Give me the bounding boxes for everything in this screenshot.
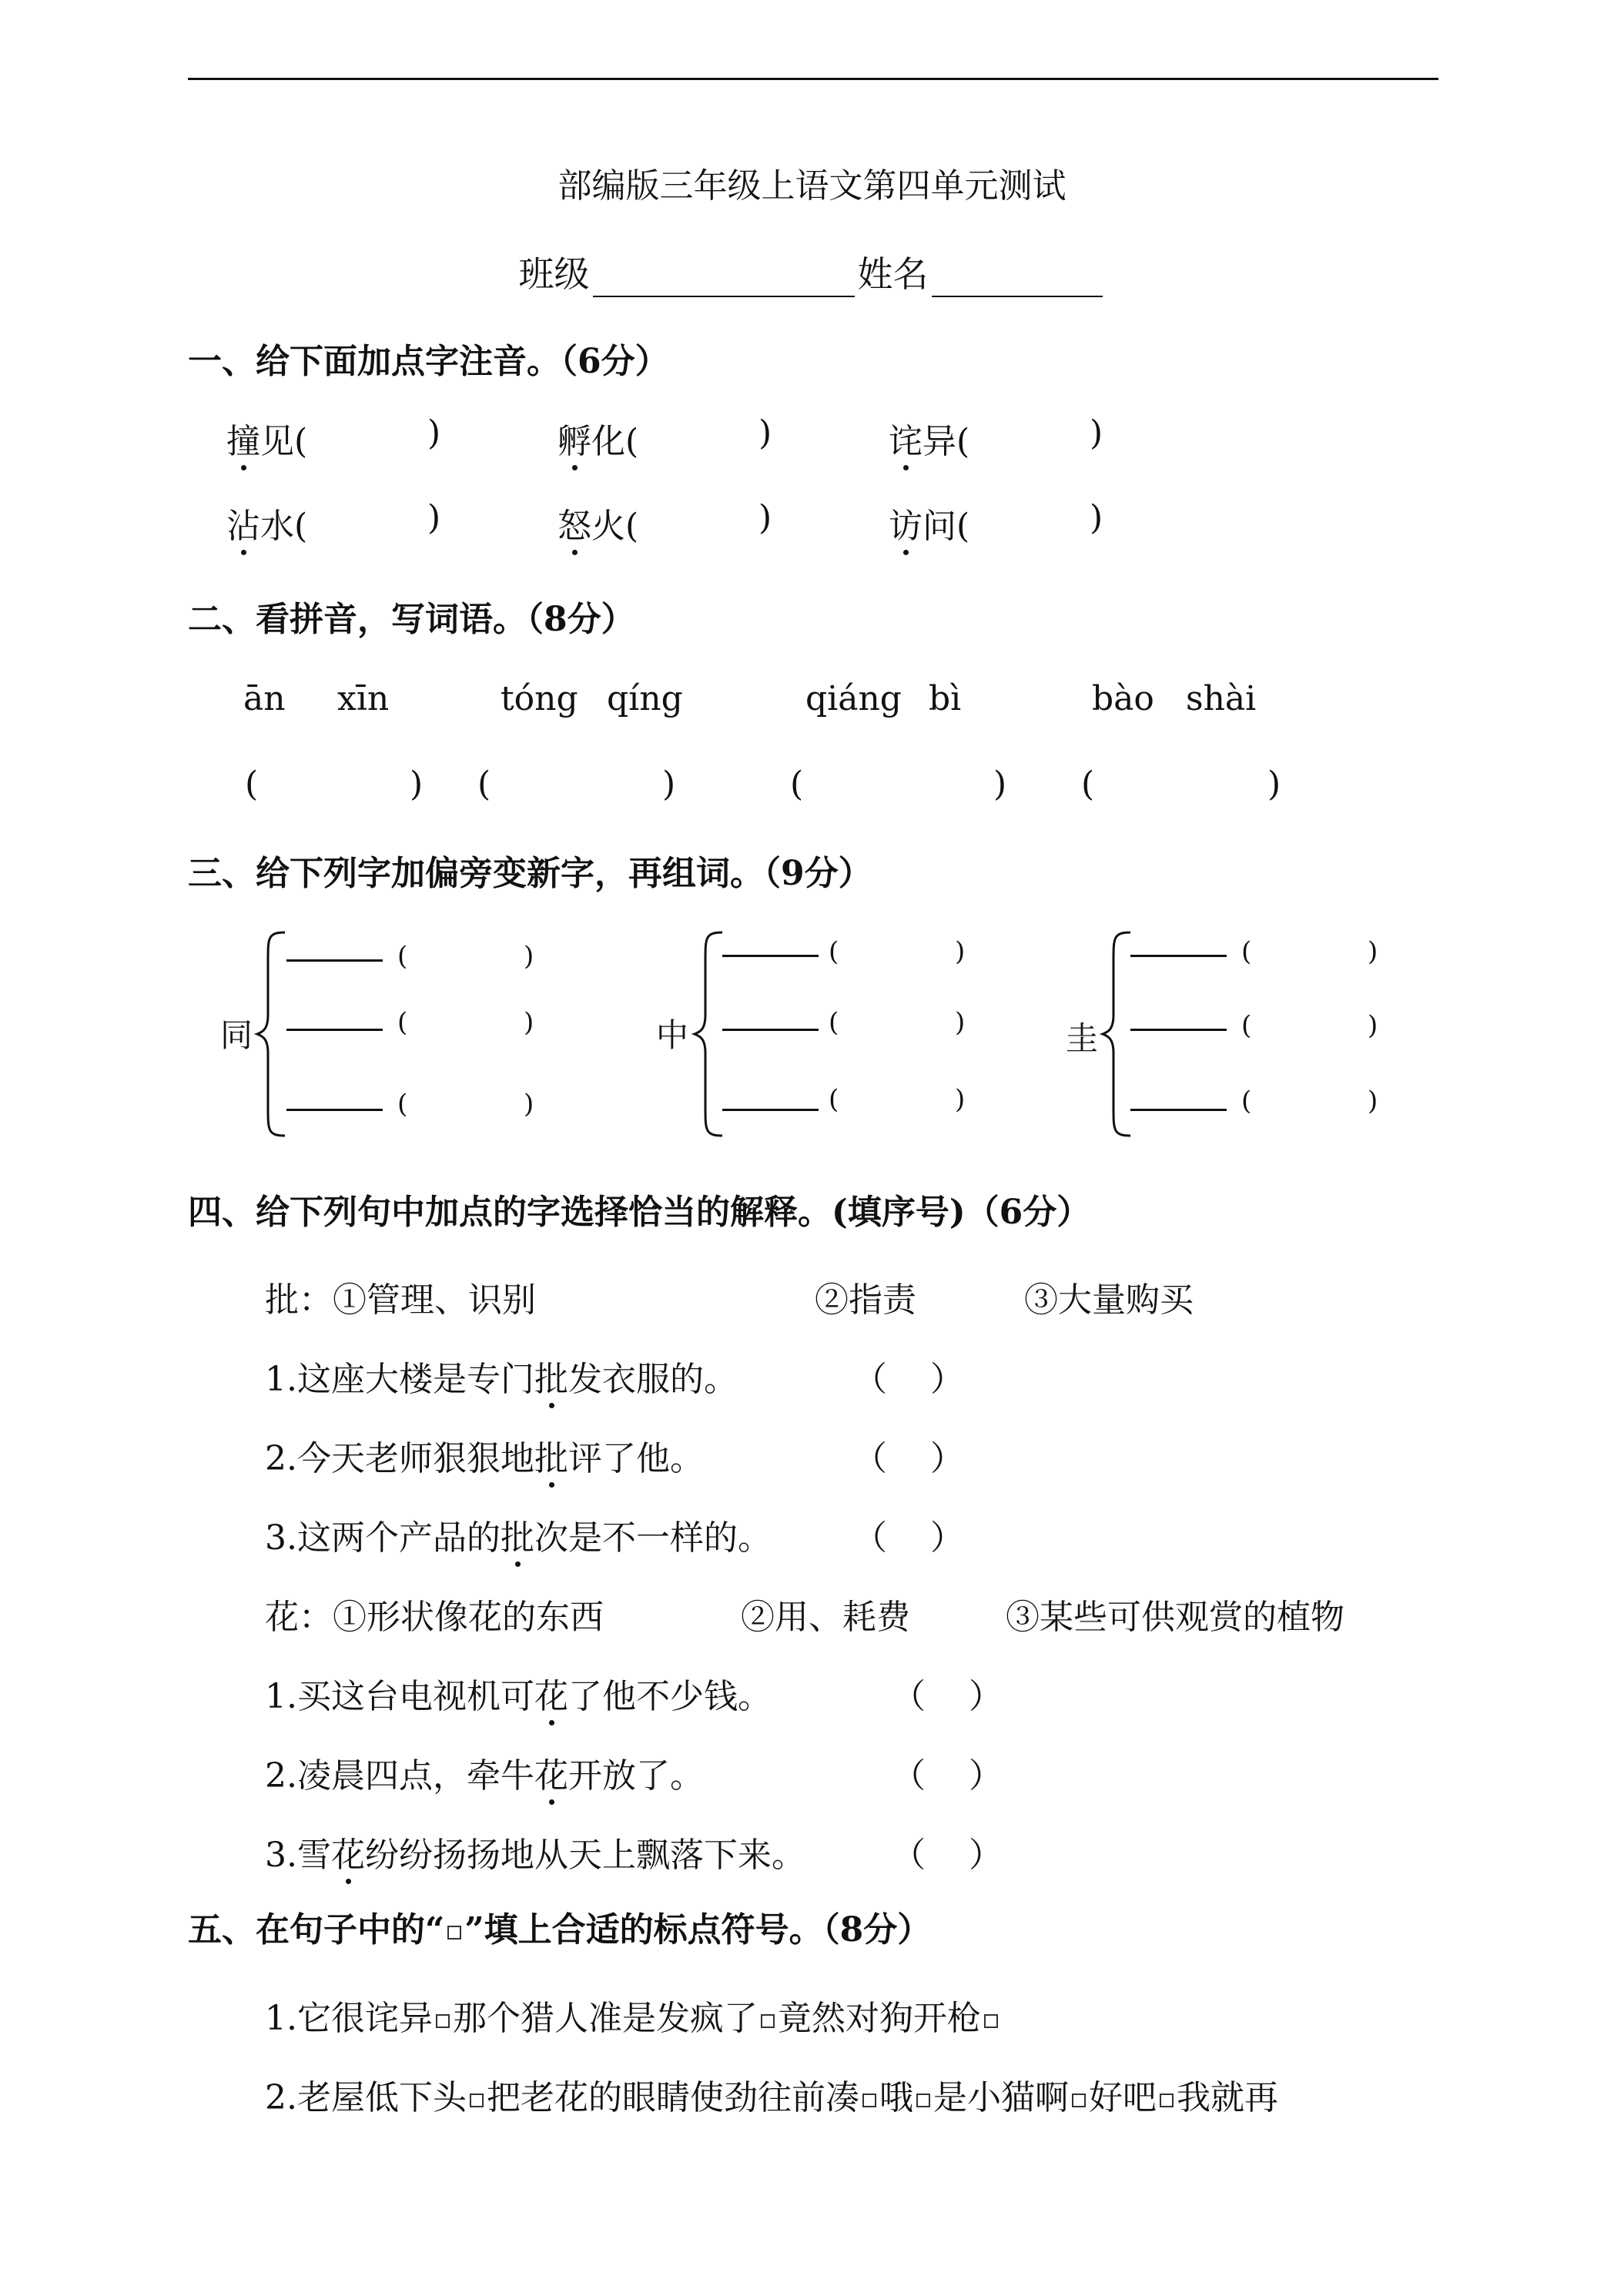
s1-item-5: 怒火(	[558, 498, 638, 547]
punct-box[interactable]	[761, 2014, 775, 2028]
top-rule	[188, 78, 1438, 80]
pi-definition-2: ②指责	[815, 1280, 916, 1320]
s5-sentence-2: 2.老屋低下头 把老花的眼睛使劲往前凑 哦 是小猫啊 好吧 我就再	[265, 2078, 1278, 2117]
s5-sentence-1: 1.它很诧异 那个猎人准是发疯了 竟然对狗开枪	[265, 1990, 1001, 2040]
paren: (	[829, 1007, 839, 1038]
paren: )	[1368, 936, 1378, 967]
pi-answer-3[interactable]: （ ）	[853, 1518, 964, 1558]
paren: (	[829, 1084, 839, 1115]
hua-definition-3: ③某些可供观赏的植物	[1006, 1598, 1344, 1637]
pi-answer-2[interactable]: （ ）	[853, 1439, 964, 1478]
blank-line[interactable]	[286, 1029, 383, 1031]
s1-item-6: 访问(	[889, 498, 969, 547]
radical-char-3: 圭	[1066, 1019, 1099, 1057]
blank-line[interactable]	[722, 1109, 819, 1111]
pi-sentence-1: 1.这座大楼是专门批发衣服的。	[265, 1351, 738, 1401]
class-field[interactable]	[593, 260, 855, 297]
pi-answer-1[interactable]: （ ）	[853, 1360, 964, 1399]
s1-item-4: 沾水(	[226, 498, 307, 547]
pinyin-6: bì	[929, 679, 962, 718]
hua-sentence-1: 1.买这台电视机可花了他不少钱。	[265, 1668, 772, 1718]
section-1-heading: 一、给下面加点字注音。（6分）	[188, 342, 669, 381]
paren: (	[1241, 936, 1252, 967]
s2-paren-close-4: )	[1267, 765, 1281, 804]
punct-box[interactable]	[470, 2094, 484, 2107]
paren: (	[397, 941, 408, 972]
pinyin-8: shài	[1186, 679, 1257, 718]
hua-definition-2: ②用、耗费	[741, 1598, 910, 1637]
pi-sentence-3: 3.这两个产品的批次是不一样的。	[265, 1510, 772, 1559]
paren: )	[524, 1089, 534, 1120]
s2-paren-open-3: (	[790, 765, 804, 804]
s1-item-2-answer[interactable]: )	[758, 413, 772, 453]
pi-definition-3: ③大量购买	[1024, 1280, 1194, 1320]
paren: (	[1241, 1010, 1252, 1041]
punct-box[interactable]	[1160, 2094, 1174, 2107]
s2-paren-open-2: (	[477, 765, 491, 804]
blank-line[interactable]	[286, 1109, 383, 1111]
class-name-line	[0, 246, 1624, 297]
pinyin-7: bào	[1092, 679, 1154, 718]
pinyin-4: qíng	[607, 679, 683, 718]
punct-box[interactable]	[862, 2094, 876, 2107]
hua-answer-1[interactable]: （ ）	[892, 1677, 1003, 1716]
s2-paren-open-1: (	[245, 765, 259, 804]
s1-item-1: 撞见(	[226, 413, 307, 463]
paren: )	[524, 1007, 534, 1038]
paren: )	[1368, 1010, 1378, 1041]
blank-line[interactable]	[722, 955, 819, 957]
pi-definition-1: 批：①管理、识别	[265, 1280, 536, 1320]
s2-paren-close-2: )	[662, 765, 676, 804]
page-title: 部编版三年级上语文第四单元测试	[558, 166, 1066, 206]
paren: )	[1368, 1086, 1378, 1116]
section-4-heading: 四、给下列句中加点的字选择恰当的解释。(填序号)（6分）	[188, 1193, 1091, 1232]
blank-line[interactable]	[1130, 955, 1227, 957]
hua-sentence-2: 2.凌晨四点，牵牛花开放了。	[265, 1748, 704, 1797]
punct-box[interactable]	[436, 2014, 450, 2028]
s1-item-4-answer[interactable]: )	[427, 498, 441, 537]
pi-sentence-2: 2.今天老师狠狠地批评了他。	[265, 1431, 704, 1480]
s2-paren-close-3: )	[993, 765, 1007, 804]
blank-line[interactable]	[286, 959, 383, 962]
radical-char-1: 同	[220, 1016, 253, 1054]
class-label: 班级	[518, 253, 590, 295]
s1-item-1-answer[interactable]: )	[427, 413, 441, 453]
s2-paren-open-4: (	[1081, 765, 1095, 804]
punct-box[interactable]	[1072, 2094, 1086, 2107]
hua-sentence-3: 3.雪花纷纷扬扬地从天上飘落下来。	[265, 1827, 805, 1876]
s1-item-6-answer[interactable]: )	[1090, 498, 1103, 537]
paren: (	[397, 1089, 408, 1120]
paren: (	[397, 1007, 408, 1038]
s2-paren-close-1: )	[410, 765, 424, 804]
section-2-heading: 二、看拼音，写词语。（8分）	[188, 600, 635, 639]
s1-item-2: 孵化(	[558, 413, 638, 463]
section-3-heading: 三、给下列字加偏旁变新字，再组词。（9分）	[188, 854, 872, 893]
paren: )	[955, 936, 966, 967]
pinyin-2: xīn	[337, 679, 390, 718]
s1-item-3-answer[interactable]: )	[1090, 413, 1103, 453]
s1-item-5-answer[interactable]: )	[758, 498, 772, 537]
paren: (	[829, 936, 839, 967]
blank-line[interactable]	[722, 1029, 819, 1031]
paren: (	[1241, 1086, 1252, 1116]
pinyin-5: qiáng	[805, 679, 902, 718]
name-field[interactable]	[932, 260, 1103, 297]
paren: )	[524, 941, 534, 972]
brace-2	[691, 930, 730, 1138]
blank-box-icon	[447, 1926, 461, 1940]
s1-item-3: 诧异(	[889, 413, 969, 463]
blank-line[interactable]	[1130, 1029, 1227, 1031]
section-5-heading: 五、在句子中的“ ”填上合适的标点符号。（8分）	[188, 1910, 932, 1950]
pinyin-1: ān	[243, 679, 286, 718]
paren: )	[955, 1084, 966, 1115]
brace-3	[1100, 930, 1138, 1138]
pinyin-3: tóng	[501, 679, 578, 718]
hua-answer-3[interactable]: （ ）	[892, 1836, 1003, 1875]
name-label: 姓名	[857, 253, 929, 295]
blank-line[interactable]	[1130, 1109, 1227, 1111]
hua-answer-2[interactable]: （ ）	[892, 1756, 1003, 1796]
punct-box[interactable]	[984, 2014, 998, 2028]
hua-definition-1: 花：①形状像花的东西	[265, 1598, 604, 1637]
punct-box[interactable]	[916, 2094, 930, 2107]
paren: )	[955, 1007, 966, 1038]
radical-char-2: 中	[656, 1016, 689, 1054]
